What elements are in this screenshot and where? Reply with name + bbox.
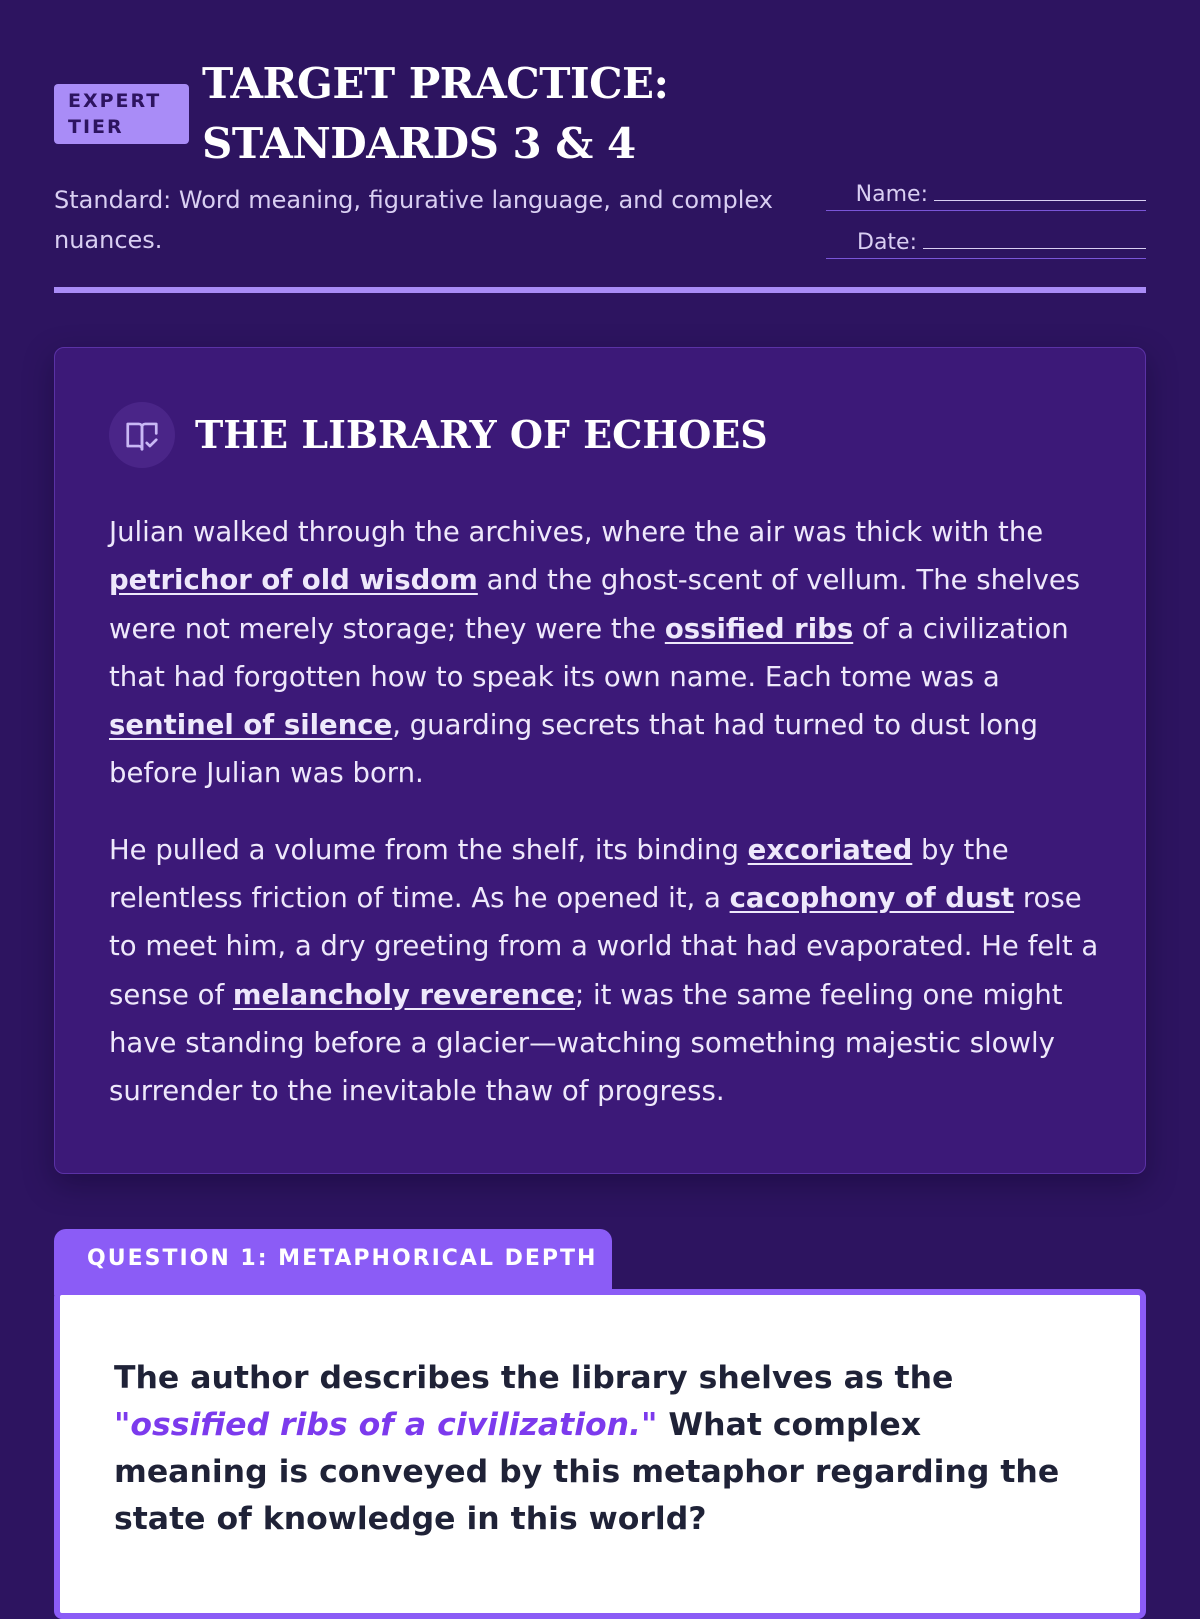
passage-text: and the ghost-scent of vellum. The shelves were not merely storage; they were the bbox=[109, 564, 1081, 645]
tier-badge-line-1: EXPERT bbox=[68, 90, 162, 112]
page-title-line-2: STANDARDS 3 & 4 bbox=[202, 119, 636, 168]
header-divider bbox=[54, 287, 1146, 293]
date-label: Date: bbox=[857, 230, 917, 255]
passage-card bbox=[54, 347, 1146, 1174]
question-text-after: What complex meaning is conveyed by this metaphor regarding the state of knowledge in this world? bbox=[114, 1407, 1060, 1537]
passage-paragraph bbox=[109, 826, 1099, 1116]
question-tab: QUESTION 1: METAPHORICAL DEPTH bbox=[54, 1229, 612, 1295]
question-quote: "ossified ribs of a civilization." bbox=[114, 1407, 658, 1443]
passage-text: Julian walked through the archives, where the air was thick with the bbox=[109, 516, 1044, 548]
vocabulary-term: excoriated bbox=[747, 833, 913, 866]
question-card bbox=[54, 1289, 1146, 1619]
name-field[interactable] bbox=[826, 180, 1146, 211]
name-label: Name: bbox=[855, 182, 928, 207]
expert-tier-badge bbox=[54, 84, 189, 144]
passage-text: rose to meet him, a dry greeting from a world that had evaporated. He felt a sense of bbox=[109, 882, 1099, 1011]
passage-title: THE LIBRARY OF ECHOES bbox=[195, 412, 768, 457]
vocabulary-term: sentinel of silence bbox=[109, 709, 393, 742]
standard-description: Standard: Word meaning, figurative language, and complex nuances. bbox=[54, 186, 773, 254]
date-blank-line[interactable] bbox=[923, 228, 1146, 249]
passage-body bbox=[109, 508, 1099, 1144]
passage-text: , guarding secrets that had turned to dust long before Julian was born. bbox=[109, 709, 1038, 790]
passage-text: by the relentless friction of time. As he opened it, a bbox=[109, 833, 1009, 915]
passage-text: of a civilization that had forgotten how to speak its own name. Each tome was a bbox=[109, 612, 1069, 693]
page-title-line-1: TARGET PRACTICE: bbox=[202, 59, 669, 108]
question-text bbox=[114, 1355, 1074, 1543]
vocabulary-term: cacophony of dust bbox=[729, 882, 1015, 915]
passage-text: ; it was the same feeling one might have standing before a glacier—watching something majestic slowly surrender to the inevitable thaw of progress. bbox=[109, 978, 1063, 1108]
name-blank-line[interactable] bbox=[934, 180, 1146, 201]
page-title bbox=[202, 54, 669, 174]
date-field[interactable] bbox=[826, 228, 1146, 259]
vocabulary-term: ossified ribs bbox=[664, 612, 854, 645]
passage-paragraph bbox=[109, 508, 1099, 798]
book-open-check-icon bbox=[109, 402, 175, 468]
vocabulary-term: melancholy reverence bbox=[232, 978, 576, 1011]
passage-text: He pulled a volume from the shelf, its binding bbox=[109, 833, 748, 866]
question-text-before: The author describes the library shelves as the bbox=[114, 1360, 954, 1396]
vocabulary-term: petrichor of old wisdom bbox=[109, 564, 478, 597]
tier-badge-line-2: TIER bbox=[68, 116, 124, 138]
